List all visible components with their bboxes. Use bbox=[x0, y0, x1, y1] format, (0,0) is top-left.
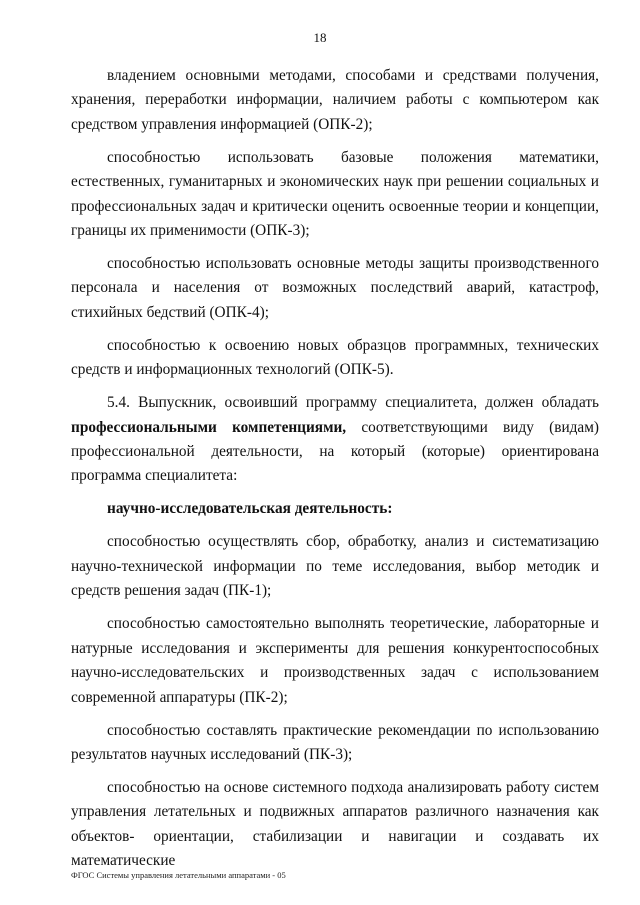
paragraph-opk-4: способностью использовать основные методы защиты производственного персонала и населения от возможных последствий аварий, катастроф, стихийных бедствий (ОПК-4); bbox=[71, 255, 599, 321]
page-number: 18 bbox=[313, 30, 327, 45]
paragraph-pk-1: способностью осуществлять сбор, обработку, анализ и систематизацию научно-технической информации по теме исследования, выбор методик и средств решения задач (ПК-1); bbox=[71, 533, 599, 600]
page-footer: ФГОС Системы управления летательными аппаратами - 05 bbox=[71, 870, 286, 880]
paragraph-pk-3: способностью составлять практические рекомендации по использованию результатов научных исследований (ПК-3); bbox=[71, 721, 599, 763]
paragraph-opk-5: способностью к освоению новых образцов программных, технических средств и информационных технологий (ОПК-5). bbox=[71, 336, 599, 379]
paragraph-5-4 bbox=[71, 391, 599, 489]
paragraph-5-4-suffix: соответствующими виду (видам) профессиональной деятельности, на который (которые) ориентирована программа специалитета: bbox=[71, 418, 599, 485]
paragraph-pk-2: способностью самостоятельно выполнять теоретические, лабораторные и натурные исследования и эксперименты для решения конкурентоспособных научно-исследовательских и производственных задач с использованием современной аппаратуры (ПК-2); bbox=[71, 615, 599, 706]
paragraph-pk-4: способностью на основе системного подхода анализировать работу систем управления летательных и подвижных аппаратов различного назначения как объектов- ориентации, стабилизации и навигации и создавать их математические bbox=[71, 778, 599, 870]
document-body bbox=[71, 64, 599, 876]
paragraph-opk-3: способностью использовать базовые положения математики, естественных, гуманитарных и экономических наук при решении социальных и профессиональных задач и критически оценить освоенные теории и концепции, границы их применимости (ОПК-3); bbox=[71, 148, 599, 240]
paragraph-opk-2: владением основными методами, способами и средствами получения, хранения, переработки информации, наличием работы с компьютером как средством управления информацией (ОПК-2); bbox=[71, 67, 599, 133]
section-heading: научно-исследовательская деятельность: bbox=[107, 500, 393, 518]
paragraph-5-4-prefix: 5.4. Выпускник, освоивший программу специалитета, должен обладать bbox=[107, 394, 599, 412]
paragraph-5-4-bold: профессиональными компетенциями, bbox=[71, 418, 347, 436]
